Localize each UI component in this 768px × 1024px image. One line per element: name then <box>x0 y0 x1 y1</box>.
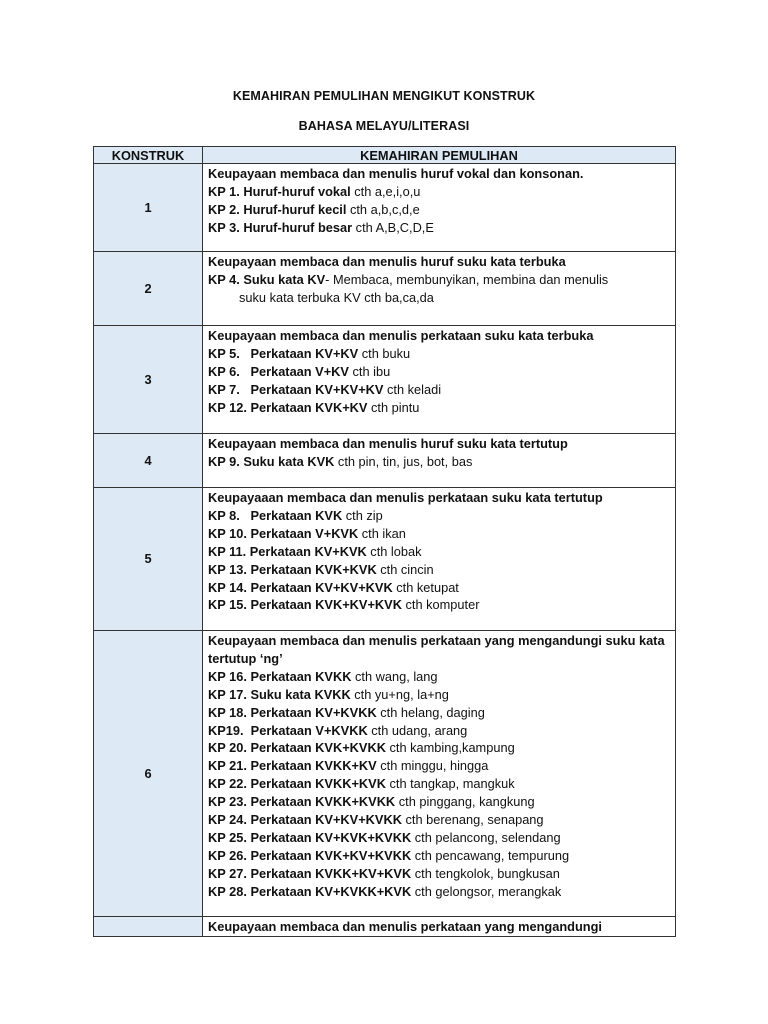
skill-example: cth yu+ng, la+ng <box>350 686 449 702</box>
skill-item <box>208 686 671 704</box>
konstruk-cell: 4 <box>94 434 203 488</box>
skill-item <box>208 507 671 525</box>
skill-example: cth cincin <box>376 561 434 577</box>
skill-code: KP 23. Perkataan KVKK+KVKK <box>208 794 396 810</box>
skill-item <box>208 399 671 417</box>
skill-heading: Keupayaan membaca dan menulis perkataan suku kata terbuka <box>208 328 594 343</box>
skill-item <box>208 525 671 543</box>
skill-code: KP 12. Perkataan KVK+KV <box>208 399 368 415</box>
skill-code: KP 27. Perkataan KVKK+KV+KVK <box>208 865 412 881</box>
header-kemahiran: KEMAHIRAN PEMULIHAN <box>203 147 676 164</box>
skill-code: KP 22. Perkataan KVKK+KVK <box>208 776 386 792</box>
kemahiran-cell <box>203 164 676 252</box>
skill-example: cth wang, lang <box>351 668 438 684</box>
skill-heading: Keupayaan membaca dan menulis perkataan yang mengandungi suku kata tertutup ‘ng’ <box>208 633 665 666</box>
skill-heading: Keupayaan membaca dan menulis huruf suku kata tertutup <box>208 436 568 451</box>
skill-code: KP 8. Perkataan KVK <box>208 507 343 523</box>
table-header-row <box>94 147 676 164</box>
skill-code: KP 20. Perkataan KVK+KVKK <box>208 740 386 756</box>
skill-example: cth pin, tin, jus, bot, bas <box>334 453 473 469</box>
konstruk-cell: 3 <box>94 326 203 434</box>
skill-code: KP 14. Perkataan KV+KV+KVK <box>208 579 393 595</box>
skill-code: KP 7. Perkataan KV+KV+KV <box>208 381 384 397</box>
skill-example: cth gelongsor, merangkak <box>411 883 562 899</box>
table-row <box>94 488 676 631</box>
skill-item <box>208 561 671 579</box>
skill-code: KP 26. Perkataan KVK+KV+KVKK <box>208 847 412 863</box>
skill-code: KP 21. Perkataan KVKK+KV <box>208 758 377 774</box>
table-row <box>94 326 676 434</box>
skill-example: cth berenang, senapang <box>401 812 544 828</box>
skill-example: cth buku <box>358 345 411 361</box>
skill-item <box>208 596 671 614</box>
skill-code: KP 13. Perkataan KVK+KVK <box>208 561 377 577</box>
skill-item <box>208 775 671 793</box>
skill-item <box>208 579 671 597</box>
skill-example: cth a,b,c,d,e <box>346 201 420 217</box>
skill-example: suku kata terbuka KV cth ba,ca,da <box>239 289 434 305</box>
skill-heading: Keupayaan membaca dan menulis huruf vokal dan konsonan. <box>208 166 584 181</box>
table-row <box>94 434 676 488</box>
skill-example: cth lobak <box>366 543 422 559</box>
skill-code: KP 2. Huruf-huruf kecil <box>208 201 347 217</box>
table-row <box>94 252 676 326</box>
skill-example: cth pelancong, selendang <box>411 829 561 845</box>
kemahiran-cell <box>203 434 676 488</box>
skill-example: cth ketupat <box>392 579 459 595</box>
skill-item <box>208 793 671 811</box>
document-subtitle: BAHASA MELAYU/LITERASI <box>298 119 470 133</box>
skill-code: KP 15. Perkataan KVK+KV+KVK <box>208 597 402 613</box>
skill-item <box>208 739 671 757</box>
skill-example: cth pinggang, kangkung <box>395 794 535 810</box>
skill-code: KP 18. Perkataan KV+KVKK <box>208 704 377 720</box>
kemahiran-cell <box>203 326 676 434</box>
skill-example: cth a,e,i,o,u <box>350 183 421 199</box>
skill-example: cth helang, daging <box>376 704 485 720</box>
skill-item <box>208 201 671 219</box>
skill-example: cth tengkolok, bungkusan <box>411 865 560 881</box>
skill-example: cth udang, arang <box>367 722 468 738</box>
konstruk-cell: 6 <box>94 631 203 917</box>
skill-item <box>208 829 671 847</box>
skill-example: - Membaca, membunyikan, membina dan menulis <box>325 271 609 287</box>
skill-code: KP 11. Perkataan KV+KVK <box>208 543 367 559</box>
skill-example: cth minggu, hingga <box>376 758 489 774</box>
skill-item <box>208 363 671 381</box>
skill-example: cth pencawang, tempurung <box>411 847 570 863</box>
skill-code: KP 4. Suku kata KV <box>208 271 326 287</box>
skill-item <box>208 219 671 237</box>
skill-example: cth tangkap, mangkuk <box>385 776 515 792</box>
skill-item <box>208 883 671 901</box>
skill-code: KP 5. Perkataan KV+KV <box>208 345 359 361</box>
konstruk-cell: 1 <box>94 164 203 252</box>
kemahiran-cell <box>203 488 676 631</box>
skill-heading: Keupayaan membaca dan menulis huruf suku kata terbuka <box>208 254 566 269</box>
skill-heading: Keupayaaan membaca dan menulis perkataan suku kata tertutup <box>208 490 603 505</box>
skill-item <box>208 453 671 471</box>
kemahiran-cell <box>203 252 676 326</box>
skill-code: KP 28. Perkataan KV+KVKK+KVK <box>208 883 412 899</box>
skill-code: KP 10. Perkataan V+KVK <box>208 525 359 541</box>
skill-example: cth ibu <box>348 363 391 379</box>
table-body <box>94 164 676 937</box>
skill-example: cth kambing,kampung <box>385 740 515 756</box>
table-row <box>94 917 676 937</box>
skill-item <box>208 381 671 399</box>
skills-table <box>93 146 676 937</box>
skill-item <box>208 704 671 722</box>
skill-code: KP 24. Perkataan KV+KV+KVKK <box>208 812 402 828</box>
skill-item <box>208 183 671 201</box>
konstruk-cell: 5 <box>94 488 203 631</box>
skill-code: KP 9. Suku kata KVK <box>208 453 335 469</box>
skill-code: KP 25. Perkataan KV+KVK+KVKK <box>208 829 412 845</box>
skill-code: KP 16. Perkataan KVKK <box>208 668 352 684</box>
skill-example: cth pintu <box>367 399 420 415</box>
skill-item <box>208 543 671 561</box>
skill-item <box>208 811 671 829</box>
skill-item <box>208 668 671 686</box>
skill-example: cth zip <box>342 507 383 523</box>
document-title: KEMAHIRAN PEMULIHAN MENGIKUT KONSTRUK <box>232 89 536 103</box>
skill-item <box>208 757 671 775</box>
skill-item <box>208 289 671 307</box>
skill-item <box>208 722 671 740</box>
skill-example: cth A,B,C,D,E <box>352 219 434 235</box>
skill-item <box>208 345 671 363</box>
skill-item <box>208 847 671 865</box>
skill-code: KP 17. Suku kata KVKK <box>208 686 351 702</box>
kemahiran-cell <box>203 631 676 917</box>
konstruk-cell <box>94 917 203 937</box>
table-row <box>94 631 676 917</box>
header-konstruk: KONSTRUK <box>94 147 203 164</box>
skill-code: KP19. Perkataan V+KVKK <box>208 722 368 738</box>
skill-code: KP 6. Perkataan V+KV <box>208 363 349 379</box>
skill-code: KP 3. Huruf-huruf besar <box>208 219 353 235</box>
table-row <box>94 164 676 252</box>
skill-item <box>208 271 671 289</box>
skill-heading: Keupayaan membaca dan menulis perkataan yang mengandungi <box>208 919 602 934</box>
kemahiran-cell <box>203 917 676 937</box>
skill-example: cth ikan <box>358 525 406 541</box>
skill-item <box>208 865 671 883</box>
skill-code: KP 1. Huruf-huruf vokal <box>208 183 351 199</box>
konstruk-cell: 2 <box>94 252 203 326</box>
skill-example: cth keladi <box>383 381 442 397</box>
skill-example: cth komputer <box>401 597 480 613</box>
